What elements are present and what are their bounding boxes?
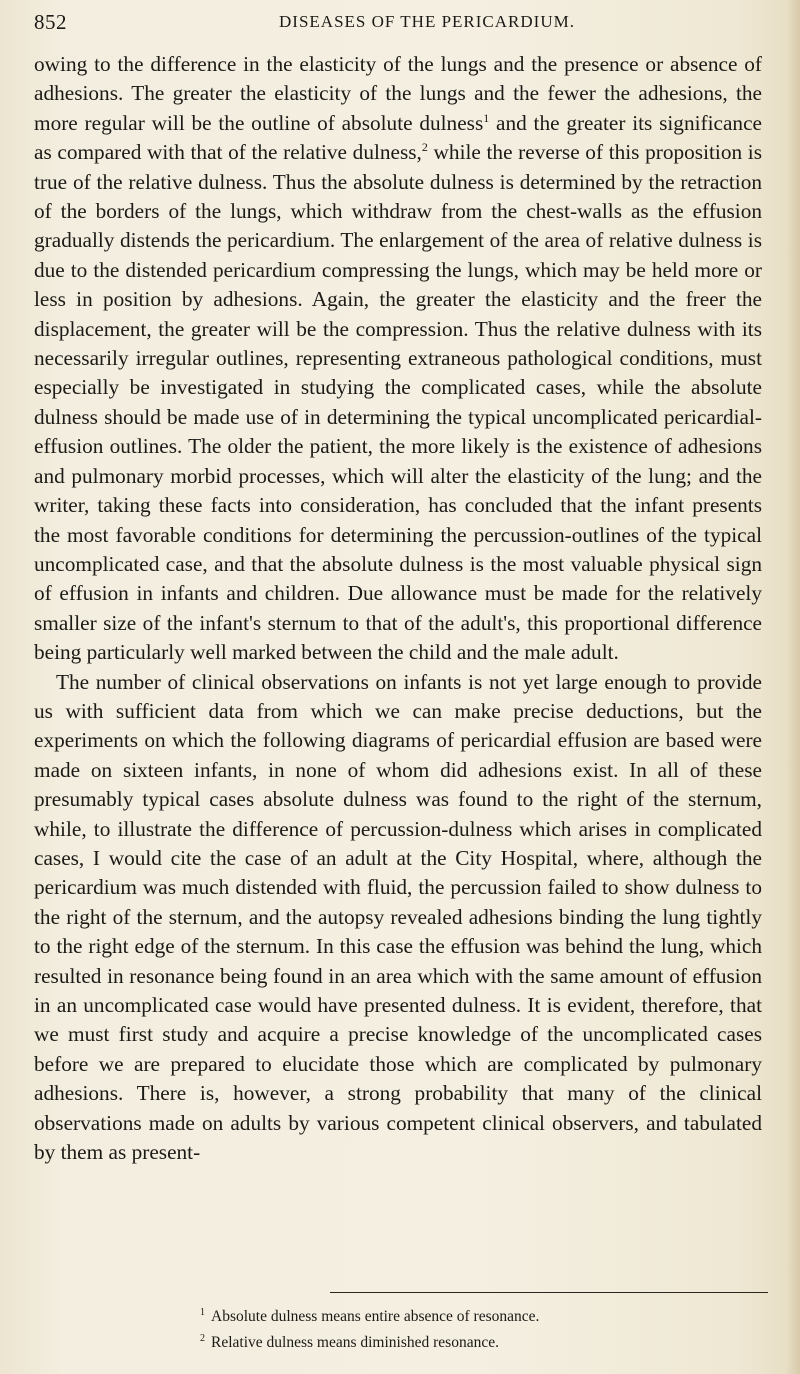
footnote-rule [330, 1292, 768, 1293]
paragraph-2: The number of clinical observations on infants is not yet large enough to provide us with sufficient data from which we can make precise deductions, but the experiments on which the following diagrams of pericardial effusion are based were made on sixteen infants, in none of whom did adhesions exist. In all of these presumably typical cases absolute dulness was found to the right of the sternum, while, to illustrate the difference of percussion-dulness which arises in complicated cases, I would cite the case of an adult at the City Hospital, where, although the pericardium was much distended with fluid, the percussion failed to show dulness to the right of the sternum, and the autopsy revealed adhesions binding the lung tightly to the right edge of the sternum. In this case the effusion was behind the lung, which resulted in resonance being found in an area which with the same amount of effusion in an uncomplicated case would have presented dulness. It is evident, therefore, that we must first study and acquire a precise knowledge of the uncomplicated cases before we are prepared to elucidate those which are complicated by pulmonary adhesions. There is, however, a strong probability that many of the clinical observations made on adults by various competent clinical observers, and tabulated by them as present- [34, 669, 762, 1165]
page-number: 852 [34, 10, 67, 34]
body-text [34, 50, 762, 1167]
footnotes [200, 1302, 760, 1354]
footnote-ref-1: 1 [483, 110, 490, 125]
footnote-text-1: Absolute dulness means entire absence of resonance. [211, 1308, 540, 1326]
footnote-mark-1: 1 [200, 1307, 205, 1318]
paragraph-1-part-2: and the greater its significance as compared with that of the relative dulness, [34, 110, 762, 165]
page-edge-shadow [786, 0, 800, 1374]
paragraph-1 [34, 50, 762, 668]
footnote-1 [200, 1302, 760, 1328]
footnote-mark-2: 2 [200, 1333, 205, 1345]
page-header [34, 6, 780, 40]
running-title: DISEASES OF THE PERICARDIUM. [279, 12, 575, 31]
footnote-2 [200, 1328, 760, 1354]
footnote-ref-2: 2 [421, 140, 428, 155]
footnote-text-2: Relative dulness means diminished resonance. [211, 1334, 499, 1352]
paragraph-1-part-3: while the reverse of this proposition is true of the relative dulness. Thus the absolute dulness is determined by the retraction of the borders of the lungs, which withdraw from the chest-walls as the effusion gradually distends the pericardium. The enlargement of the area of relative dulness is due to the distended pericardium compressing the lungs, which may be held more or less in position by adhesions. Again, the greater the elasticity and the freer the displacement, the greater will be the compression. Thus the relative dulness with its necessarily irregular outlines, representing extraneous pathological conditions, must especially be investigated in studying the complicated cases, while the absolute dulness should be made use of in determining the typical uncomplicated pericardial-effusion outlines. The older the patient, the more likely is the existence of adhesions and pulmonary morbid processes, which will alter the elasticity of the lung; and the writer, taking these facts into consideration, has concluded that the infant presents the most favorable conditions for determining the percussion-outlines of the typical uncomplicated case, and that the absolute dulness is the most valuable physical sign of effusion in infants and children. Due allowance must be made for the relatively smaller size of the infant's sternum to that of the adult's, this proportional difference being particularly well marked between the child and the male adult. [34, 140, 762, 665]
paragraph-1-part-1: owing to the difference in the elasticity of the lungs and the presence or absence of adhesions. The greater the elasticity of the lungs and the fewer the adhesions, the more regular will be the outline of absolute dulness [34, 52, 762, 135]
